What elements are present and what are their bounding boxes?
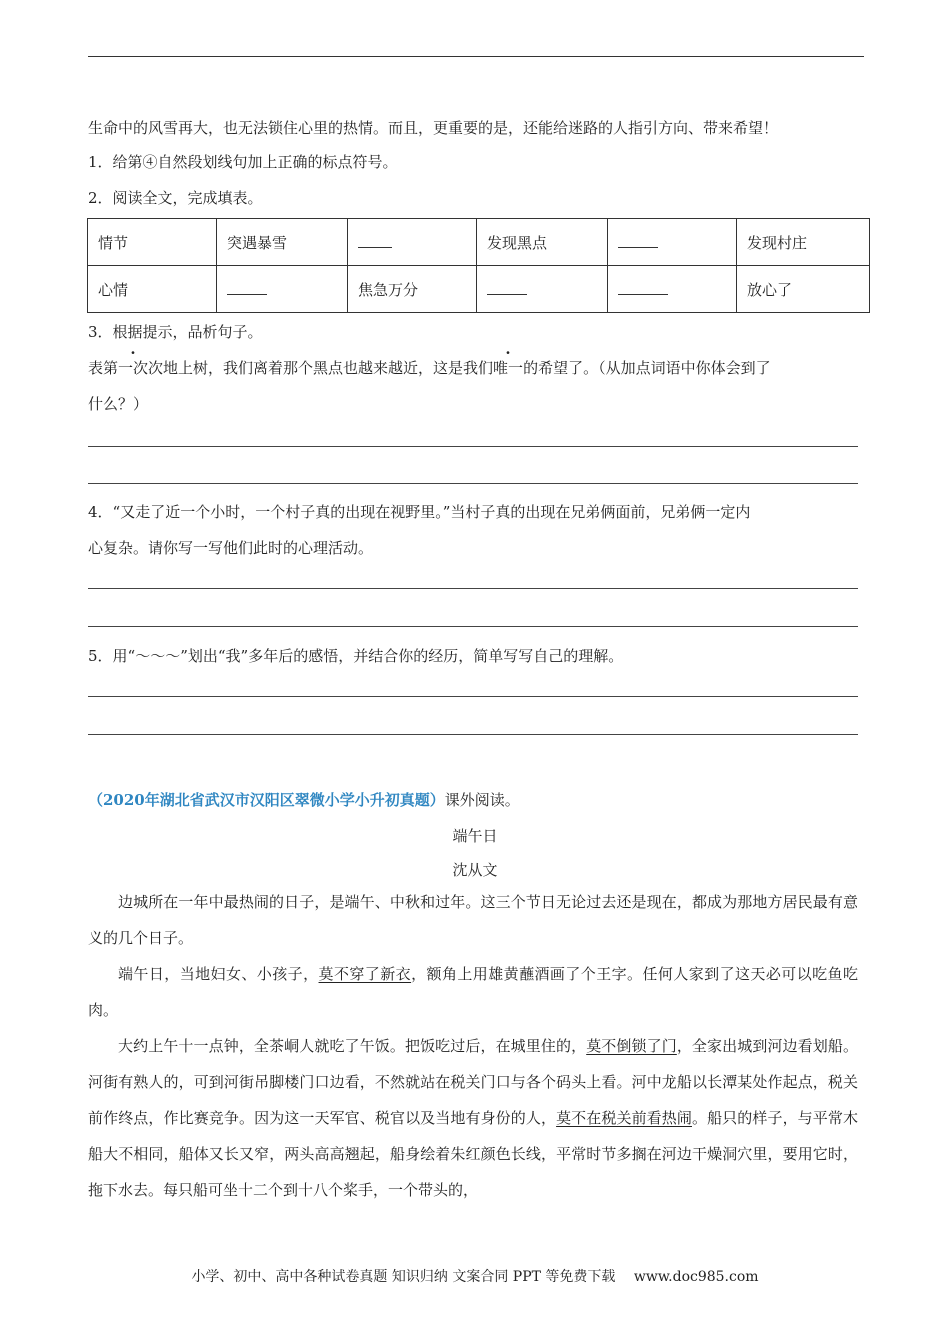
article-title: 端午日 xyxy=(452,827,498,845)
page-footer: 小学、初中、高中各种试卷真题 知识归纳 文案合同 PPT 等免费下载 www.doc985.com xyxy=(191,1269,759,1285)
answer-line[interactable] xyxy=(88,446,858,447)
paragraph-2: 端午日，当地妇女、小孩子，莫不穿了新衣，额角上用雄黄蘸酒画了个王字。任何人家到了这天必可以吃鱼吃肉。 xyxy=(88,965,858,1019)
answer-line[interactable] xyxy=(88,588,858,589)
answer-line[interactable] xyxy=(88,696,858,697)
underlined-phrase: 莫不穿了新衣 xyxy=(318,965,412,983)
row-label-plot: 情节 xyxy=(88,219,217,266)
exam-source: （2020年湖北省武汉市汉阳区翠微小学小升初真题） xyxy=(88,791,445,809)
question-3-sentence: 表第一次次地上树，我们离着那个黑点也越来越近，这是我们唯一的希望了。（从加点词语中你体会到了 xyxy=(88,359,771,377)
blank-line xyxy=(358,233,392,248)
question-3-sentence-end: 什么？） xyxy=(88,395,149,413)
reading-intro: 课外阅读。 xyxy=(444,791,520,809)
header-rule xyxy=(88,56,864,57)
question-3-title: 3．根据提示，品析句子。 xyxy=(88,323,263,341)
blank-mood-3[interactable] xyxy=(477,266,608,313)
question-5: 5．用“～～～”划出“我”多年后的感悟，并结合你的经历，简单写写自己的理解。 xyxy=(88,647,624,665)
blank-plot-4[interactable] xyxy=(608,219,737,266)
dotted-words-2: 唯一 xyxy=(493,359,524,377)
article-author: 沈从文 xyxy=(452,861,498,879)
blank-plot-2[interactable] xyxy=(348,219,477,266)
blank-line xyxy=(487,280,527,295)
cell-plot-5: 发现村庄 xyxy=(737,219,870,266)
blank-line xyxy=(618,280,668,295)
underlined-phrase: 莫不在税关前看热闹 xyxy=(556,1109,692,1127)
question-4-line-2: 心复杂。请你写一写他们此时的心理活动。 xyxy=(88,539,374,557)
blank-mood-1[interactable] xyxy=(217,266,348,313)
row-label-mood: 心情 xyxy=(88,266,217,313)
question-1: 1．给第④自然段划线句加上正确的标点符号。 xyxy=(88,153,398,171)
answer-line[interactable] xyxy=(88,734,858,735)
table-row xyxy=(88,266,870,313)
question-2: 2．阅读全文，完成填表。 xyxy=(88,189,263,207)
cell-mood-2: 焦急万分 xyxy=(348,266,477,313)
paragraph-3: 大约上午十一点钟，全茶峒人就吃了午饭。把饭吃过后，在城里住的，莫不倒锁了门，全家出城到河边看划船。河街有熟人的，可到河街吊脚楼门口边看，不然就站在税关门口与各个码头上看。河中龙船以长潭某处作起点，税关前作终点，作比赛竞争。因为这一天军官、税官以及当地有身份的人，莫不在税关前看热闹。船只的样子，与平常木船大不相同，船体又长又窄，两头高高翘起，船身绘着朱红颜色长线，平常时节多搁在河边干燥洞穴里，要用它时，拖下水去。每只船可坐十二个到十八个桨手，一个带头的， xyxy=(88,1037,858,1199)
dotted-words-1: 第一次次 xyxy=(103,359,164,377)
reading-heading xyxy=(88,790,520,810)
table-row xyxy=(88,219,870,266)
paragraph-1: 边城所在一年中最热闹的日子，是端午、中秋和过年。这三个节日无论过去还是现在，都成为那地方居民最有意义的几个日子。 xyxy=(88,893,858,947)
blank-line xyxy=(227,280,267,295)
underlined-phrase: 莫不倒锁了门 xyxy=(586,1037,677,1055)
question-4-line-1: 4．“又走了近一个小时，一个村子真的出现在视野里。”当村子真的出现在兄弟俩面前，兄弟俩一定内 xyxy=(88,503,751,521)
cell-mood-5: 放心了 xyxy=(737,266,870,313)
cell-plot-3: 发现黑点 xyxy=(477,219,608,266)
passage-end-text: 生命中的风雪再大，也无法锁住心里的热情。而且，更重要的是，还能给迷路的人指引方向、带来希望！ xyxy=(88,119,779,137)
blank-mood-4[interactable] xyxy=(608,266,737,313)
answer-line[interactable] xyxy=(88,483,858,484)
blank-line xyxy=(618,233,658,248)
answer-line[interactable] xyxy=(88,626,858,627)
cell-plot-1: 突遇暴雪 xyxy=(217,219,348,266)
fill-in-table xyxy=(87,218,870,313)
